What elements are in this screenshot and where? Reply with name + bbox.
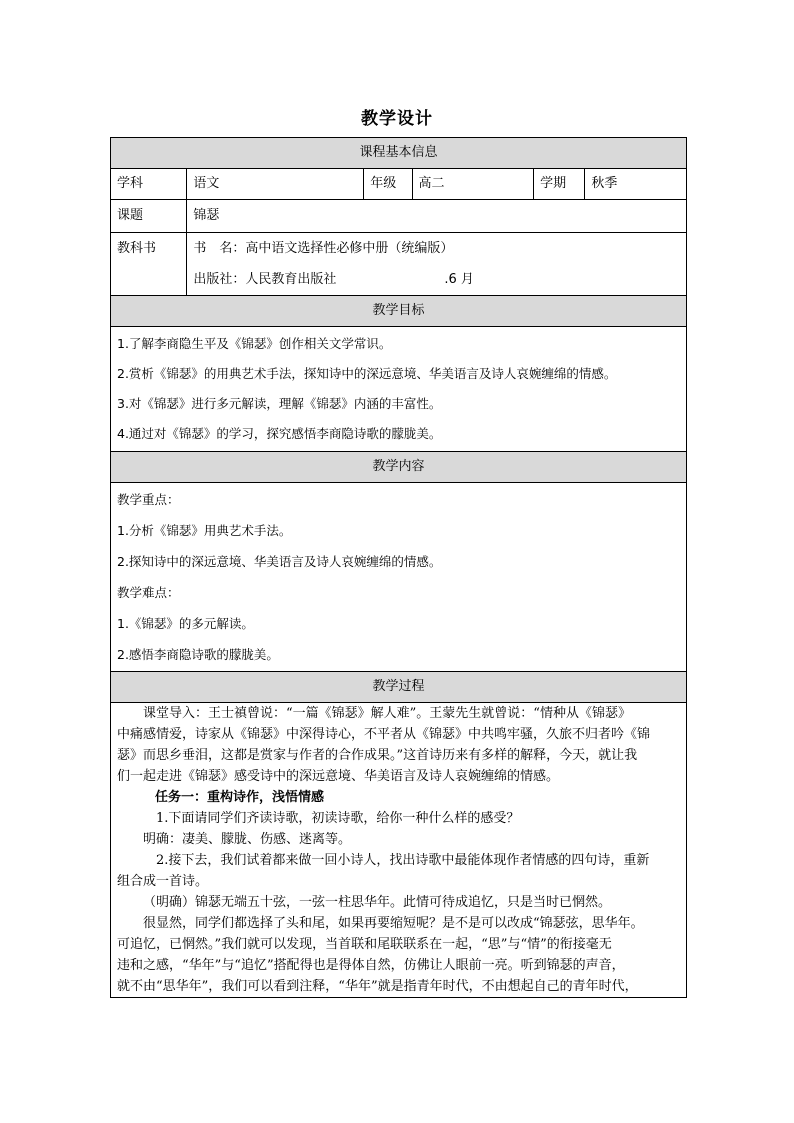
key-point-item: 2.探知诗中的深远意境、华美语言及诗人哀婉缠绵的情感。 — [117, 554, 442, 569]
textbook-label: 教科书 — [111, 233, 187, 296]
task-heading: 任务一：重构诗作，浅悟情感 — [155, 790, 325, 805]
topic-row — [111, 200, 687, 233]
process-paragraph-line: 就不由“思华年”，我们可以看到注释，“华年”就是指青年时代，不由想起自己的青年时代， — [117, 979, 638, 994]
objective-item: 4.通过对《锦瑟》的学习，探究感悟李商隐诗歌的朦胧美。 — [117, 426, 442, 441]
book-name-line: 书 名：高中语文选择性必修中册（统编版） — [193, 241, 454, 256]
process-paragraph-line: 瑟》而思乡垂泪，这都是赏家与作者的合作成果。”这首诗历来有多样的解释，今天，就让我 — [117, 748, 638, 763]
objective-item: 3.对《锦瑟》进行多元解读，理解《锦瑟》内涵的丰富性。 — [117, 396, 442, 411]
publisher-name: 出版社：人民教育出版社 — [193, 272, 337, 287]
process-paragraph-line: 中痛感情爱，诗家从《锦瑟》中深得诗心，不平者从《锦瑟》中共鸣牢骚，久旅不归者吟《锦 — [117, 727, 651, 742]
difficult-point-item: 1.《锦瑟》的多元解读。 — [117, 616, 254, 631]
grade-value: 高二 — [412, 169, 534, 200]
objectives-list — [111, 327, 687, 452]
textbook-row — [111, 233, 687, 296]
basic-info-row — [111, 169, 687, 200]
page-title: 教学设计 — [361, 109, 433, 129]
textbook-info — [187, 233, 687, 296]
objective-item: 2.赏析《锦瑟》的用典艺术手法，探知诗中的深远意境、华美语言及诗人哀婉缠绵的情感。 — [117, 366, 617, 381]
content-list — [111, 483, 687, 672]
topic-label: 课题 — [111, 200, 187, 233]
section-header-content: 教学内容 — [111, 452, 687, 483]
section-header-process: 教学过程 — [111, 672, 687, 703]
process-paragraph-line: 1.下面请同学们齐读诗歌，初读诗歌，给你一种什么样的感受？ — [156, 811, 520, 826]
subject-value: 语文 — [187, 169, 364, 200]
process-paragraph-line: 明确：凄美、朦胧、伤感、迷离等。 — [143, 832, 352, 847]
subject-label: 学科 — [111, 169, 187, 200]
process-paragraph-line: 2.接下去，我们试着都来做一回小诗人，找出诗歌中最能体现作者情感的四句诗，重新 — [156, 853, 650, 868]
process-paragraph-line: 很显然，同学们都选择了头和尾，如果再要缩短呢？是不是可以改成“锦瑟弦，思华年。 — [143, 916, 644, 931]
lesson-plan-table — [110, 137, 687, 998]
term-label: 学期 — [534, 169, 585, 200]
objectives-row — [111, 327, 687, 452]
process-paragraph-line: 课堂导入：王士禛曾说：“一篇《锦瑟》解人难”。王蒙先生就曾说：“情种从《锦瑟》 — [143, 706, 631, 721]
difficult-point-item: 2.感悟李商隐诗歌的朦胧美。 — [117, 647, 279, 662]
publisher-line — [193, 264, 680, 295]
topic-value: 锦瑟 — [187, 200, 687, 233]
section-header-basic-info: 课程基本信息 — [111, 138, 687, 169]
key-points-heading: 教学重点： — [117, 492, 180, 507]
process-paragraph-line: 们一起走进《锦瑟》感受诗中的深远意境、华美语言及诗人哀婉缠绵的情感。 — [117, 769, 560, 784]
section-header-objectives: 教学目标 — [111, 296, 687, 327]
key-point-item: 1.分析《锦瑟》用典艺术手法。 — [117, 523, 292, 538]
process-paragraph-line: （明确）锦瑟无端五十弦，一弦一柱思华年。此情可待成追忆，只是当时已惘然。 — [143, 895, 612, 910]
objective-item: 1.了解李商隐生平及《锦瑟》创作相关文学常识。 — [117, 336, 392, 351]
difficult-points-heading: 教学难点： — [117, 585, 180, 600]
term-value: 秋季 — [585, 169, 687, 200]
content-row — [111, 483, 687, 672]
process-paragraph-line: 违和之感，“华年”与“追忆”搭配得也是得体自然，仿佛让人眼前一亮。听到锦瑟的声音， — [117, 958, 625, 973]
publish-date: .6 月 — [444, 272, 474, 287]
process-row — [111, 703, 687, 998]
process-paragraph-line: 可追忆，已惘然。”我们就可以发现，当首联和尾联联系在一起，“思”与“情”的衔接毫无 — [117, 937, 612, 952]
grade-label: 年级 — [364, 169, 412, 200]
process-body — [111, 703, 687, 998]
process-paragraph-line: 组合成一首诗。 — [117, 874, 209, 889]
